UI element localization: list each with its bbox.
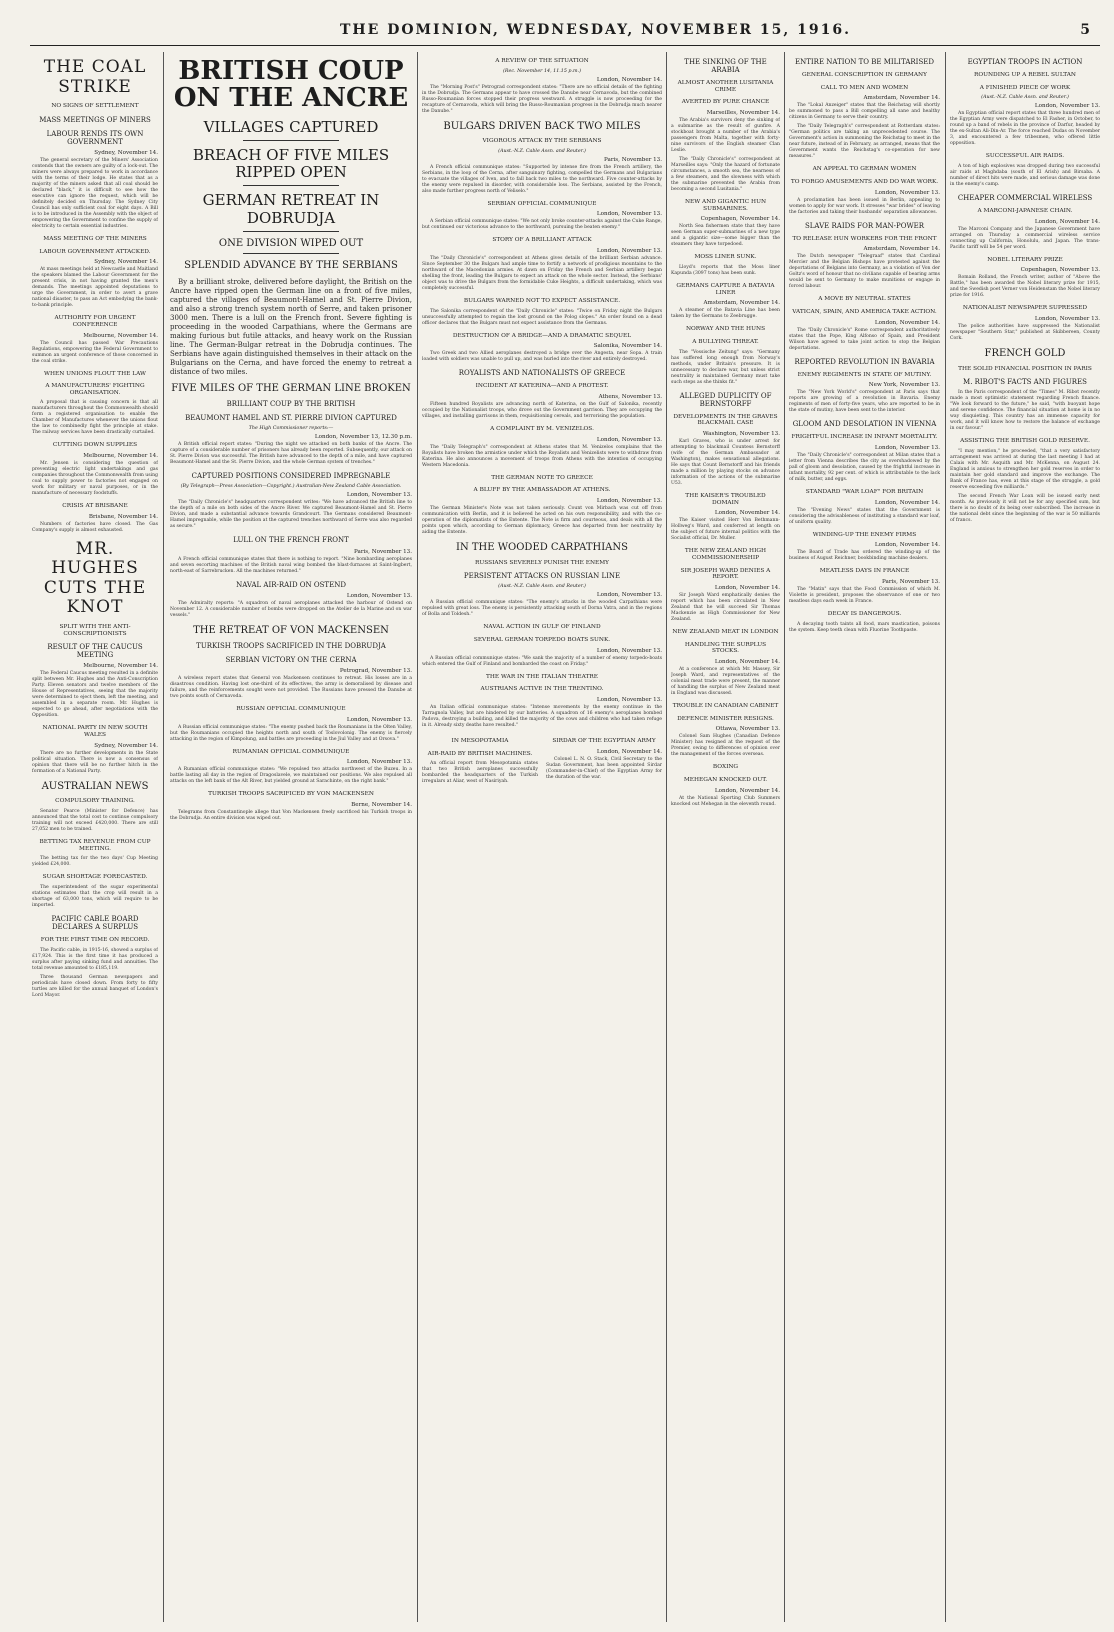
- article-text: An Italian official communique states: "Intense movements by the enemy continue in the Tarragnola Valley, but are hindered by our batteries. A squadron of 16 enemy's aeroplanes bombed Padova, destroying a building, and killed the majority of the cows and children who had taken refuge in it. Already sixty deaths have resulted.": [422, 704, 662, 728]
- article-text: The "New York World's" correspondent at Paris says that reports are growing of a revolution in Bavaria. Enemy regiments of men of forty-five years, who are reported to be in the state of mutiny, have been sent to the interior.: [789, 390, 940, 414]
- section-heading: THE KAISER'S TROUBLED DOMAIN: [685, 493, 766, 506]
- subheadline: DEVELOPMENTS IN THE GRAVES BLACKMAIL CASE: [673, 413, 778, 427]
- dateline: London, November 14.: [714, 510, 780, 517]
- headline: ONE DIVISION WIPED OUT: [218, 237, 364, 249]
- section-heading: FOR THE FIRST TIME ON RECORD.: [40, 936, 150, 943]
- article-text: A ton of high explosives was dropped during two successful air raids at Maghdaba (south of El Arish) and Birsaba. A number of direct hits were made, and serious damage was done in the enemy's camp.: [950, 164, 1100, 188]
- article-text: "I may mention," he proceeded, "that a very satisfactory arrangement was arrived at during the last meeting I had at Calais with Mr. Asquith and Mr. McKenna, on August 24. England is anxious to strengthen her gold reserves in order to maintain her gold standard and improve the exchange. The Bank of France has, even at this stage of the struggle, a gold reserve exceeding five milliards.": [950, 448, 1100, 490]
- subheadline: AUSTRIANS ACTIVE IN THE TRENTINO.: [480, 686, 604, 693]
- subheadline: A MARCONI-JAPANESE CHAIN.: [977, 208, 1073, 215]
- headline: GLOOM AND DESOLATION IN VIENNA: [792, 420, 937, 429]
- section-heading: A MOVE BY NEUTRAL STATES: [818, 296, 911, 303]
- section-heading: DESTRUCTION OF A BRIDGE—AND A DRAMATIC SEQUEL: [452, 332, 632, 339]
- dateline: London, November 14.: [714, 585, 780, 591]
- dateline: London, November 13.: [596, 696, 662, 703]
- article-text: A proclamation has been issued in Berlin, appealing to women to apply for war work. It stresses "war brides" of leaving the factories and taking their husbands' separation allowances.: [789, 197, 940, 215]
- column-british-coup: [170, 52, 412, 1622]
- subheadline: BRILLIANT COUP BY THE BRITISH: [226, 400, 356, 409]
- section-heading: NEW ZEALAND MEAT IN LONDON: [672, 629, 779, 635]
- column-coal-strike: [32, 52, 158, 1622]
- section-heading: IN MESOPOTAMIA: [451, 737, 509, 744]
- article-text: The general secretary of the Miners' Association contends that the owners are guilty of a lock-out. The miners were always prepared to work in accordance with the terms of their lodge. He states that as a majority of the miners asked that all coal should be declared "black," it is difficult to see how the executive can ignore the request, which will be definitely decided on Thursday. The Sydney City Council has only sufficient coal for eight days. A Bill is to be introduced in the Assembly with the object of empowering the Government to confine the supply of electricity to certain essential industries.: [32, 157, 158, 229]
- article-text: Fifteen hundred Royalists are advancing north of Katerina, on the Gulf of Salonika, recently occupied by the Nationalist troops, who drove out the Government garrison. They are occupying the villages, and installing garrisons in them, requisitioning cereals, and terrorising the population.: [422, 402, 662, 420]
- section-heading: NAVAL AIR-RAID ON OSTEND: [236, 580, 346, 589]
- section-heading: PACIFIC CABLE BOARD DECLARES A SURPLUS: [51, 914, 139, 931]
- subheadline: SPLIT WITH THE ANTI-CONSCRIPTIONISTS: [59, 623, 131, 637]
- section-heading: NATIONALIST NEWSPAPER SUPRESSED: [962, 305, 1088, 312]
- article-text: The Council has passed War Precautions Regulations, empowering the Federal Government to summon an urgent conference of those concerned in the coal strike.: [32, 340, 158, 364]
- article-text: The "Daily Telegraph's" correspondent at Rotterdam states: "German politics are taking an unprecedented course. The Government's action in summoning the Reichstag to meet in the near future, instead of in February, as arranged, means that the Government wants the Reichstag's co-operation for new measures.": [789, 124, 940, 160]
- subheadline: M. RIBOT'S FACTS AND FIGURES: [963, 378, 1087, 387]
- article-text: The Kaiser visited Herr Von Bethmann-Hollweg's Ward, and conferred at length on the subject of future internal politics with the Socialist official, Dr. Muller.: [671, 518, 780, 542]
- headline: BREACH OF FIVE MILES RIPPED OPEN: [192, 145, 390, 182]
- article-text: The Board of Trade has ordered the winding-up of the business of August Reichner, bookbinding machine dealers.: [789, 550, 940, 562]
- article-text: The Salonika correspondent of the "Daily Chronicle" states: "Twice on Friday night the Bulgars unsuccessfully attempted to regain the lost ground on the Polog slopes." An order found on a dead officer declares that the Bulgars must not expect assistance from the Germans.: [422, 308, 662, 326]
- article-text: A British official report states: "During the night we attacked on both banks of the Ancre. The capture of a considerable number of prisoners has already been reported. Subsequently, our attack on St. Pierre Divion was successful. The British have advanced to the depth of a mile, and have captured Beaumont-Hamel and the St. Pierre Divion, and the whole German system of trenches.": [170, 442, 412, 466]
- lead-paragraph: By a brilliant stroke, delivered before daylight, the British on the Ancre have ripped open the German line on a front of five miles, captured the villages of Beaumont-Hamel and St. Pierre Divion, and also a strong trench system north of Serre, and taken prisoner 3000 men. There is a lull on the French front. Severe fighting is proceeding in the wooded Carpathians, where the Germans are making furious but futile attacks, and heavy work on the Russian line. The German-Bulgar retreat in the Dobrudja continues. The Serbians have again distinguished themselves in their attack on the Bulgarians on the Cerna, and have forced the enemy to retreat a distance of two miles.: [170, 277, 412, 376]
- dateline: London, November 14.: [874, 319, 940, 326]
- subheadline: A BLUFF BY THE AMBASSADOR AT ATHENS.: [473, 487, 611, 494]
- article-text: A Russian official communique states: "We sank the majority of a number of enemy torpedo-boats which entered the Gulf of Finland and bombarded the coast on Friday.": [422, 655, 662, 667]
- article-text: At a conference at which Mr. Massey, Sir Joseph Ward, and representatives of the colonial meat trade were present, the manner of handling the surplus of New Zealand meat in England was discussed.: [671, 666, 780, 696]
- article-text: There are no further developments in the State political situation. There is now a consensus of opinion that there will be no further hitch in the formation of a National Party.: [32, 750, 158, 774]
- article-text: The Arabia's survivors deny the sinking of a submarine as the result of gunfire. A stockboat brought a number of the Arabia's passengers from Malta, together with forty-nine survivors of the English steamer Clan Leslie.: [671, 118, 780, 154]
- divider: [243, 140, 340, 141]
- column-rule: [784, 52, 785, 1622]
- article-text: A Rumanian official communique states: "We repulsed two attacks northwest of the Buzeu. In a battle lasting all day in the region of Dragoslavele, we maintained our positions. We also repulsed all attacks on the left bank of the Alt River, but yielded ground at Sarachinte, on the right bank.": [170, 767, 412, 785]
- dateline: Athens, November 13.: [598, 394, 662, 401]
- headline: ROYALISTS AND NATIONALISTS OF GREECE: [458, 369, 626, 378]
- section-heading: THE WAR IN THE ITALIAN THEATRE: [485, 673, 598, 680]
- subheadline: A FINISHED PIECE OF WORK: [979, 84, 1071, 91]
- section-heading: WHEN UNIONS FLOUT THE LAW: [43, 370, 147, 377]
- subheadline: HANDLING THE SURPLUS STOCKS.: [684, 641, 767, 655]
- dateline: London, November 13.: [874, 189, 940, 196]
- article-text: The "Matin" says that the Food Commission of which M. Violette is president, proposes the observance of one or two meatless days each week in France.: [789, 587, 940, 605]
- dateline: London, November 13.: [596, 498, 662, 505]
- masthead: [30, 22, 1100, 46]
- article-text: The Marconi Company and the Japanese Government have arranged on Thursday a commercial wireless service connecting up California, Honolulu, and Japan. The trans-Pacific tariff will be 54 per word.: [950, 226, 1100, 250]
- subheadline: BEAUMONT HAMEL AND ST. PIERRE DIVION CAPTURED: [185, 414, 397, 423]
- section-heading: BOXING: [712, 764, 739, 771]
- page-number: 5: [1080, 22, 1092, 38]
- article-text: The "Lokal Anzeiger" states that the Reichstag will shortly be summoned to pass a Bill compelling all sane and healthy citizens in Germany to serve their country.: [789, 103, 940, 121]
- article-text: A steamer of the Batavia Line has been taken by the Germans to Zeebrugge.: [671, 308, 780, 320]
- headline: FIVE MILES OF THE GERMAN LINE BROKEN: [171, 382, 411, 394]
- article-text: At mass meetings held at Newcastle and Maitland the speakers blamed the Labour Government for the present crisis, in not having granted the men's demands. The meetings appointed deputations to urge the Government, in order to avert a grave national disaster, to pass an Act embodying the bank-to-bank principle.: [32, 267, 158, 309]
- section-heading: CRISIS AT BRISBANE: [62, 503, 128, 510]
- headline: ALLEGED DUPLICITY OF BERNSTORFF: [679, 391, 772, 408]
- dateline: London, November 14.: [874, 542, 940, 549]
- section-heading: AUTHORITY FOR URGENT CONFERENCE: [54, 315, 136, 328]
- subheadline: TURKISH TROOPS SACRIFICED IN THE DOBRUDJA: [196, 642, 386, 651]
- section-heading: AN APPEAL TO GERMAN WOMEN: [812, 166, 917, 173]
- section-heading: LABOUR GOVERNMENT ATTACKED.: [39, 248, 151, 255]
- dateline: Paris, November 13.: [603, 156, 662, 163]
- article-text: The German Minister's Note was not taken seriously. Count von Mirbach was cut off from communication with Berlin, and it is believed he acted on his own responsibility, and with the co-operation of the diplomatists of the Entente. The Note is firm and courteous, and deals with all the points upon which, according to German diplomacy, Greece has departed from her neutrality by aiding the Entente.: [422, 506, 662, 536]
- article-text: The "Daily Telegraph's" correspondent at Athens states that M. Venizelos complains that the Royalists have broken the armistice under which the Royalists and Venizelists were to withdraw from Katerina. He also announces a movement of troops from Athens with the intention of occupying Western Macedonia.: [422, 444, 662, 468]
- article-text: A French official communique states that there is nothing to report. "Nine bombarding aeroplanes and seven escorting machines of the British naval wing bombed the blast-furnaces at Saint-Ingbert, north-east of Sarrebrucken. All the machines returned.": [170, 556, 412, 574]
- section-heading: MEATLESS DAYS IN FRANCE: [819, 568, 910, 575]
- subheadline: MEHEGAN KNOCKED OUT.: [683, 776, 768, 783]
- divider: [243, 231, 340, 232]
- two-column-section: [422, 732, 662, 788]
- subheadline: INCIDENT AT KATERINA—AND A PROTEST.: [475, 383, 609, 390]
- dateline: Washington, November 13.: [702, 431, 780, 438]
- subheadline: FRIGHTFUL INCREASE IN INFANT MORTALITY.: [791, 434, 938, 441]
- dateline: Melbourne, November 14.: [83, 332, 158, 339]
- dateline: Amsterdam, November 14.: [863, 95, 940, 102]
- article-text: A Russian official communique states: "The enemy's attacks in the wooded Carpathians were repulsed with great loss. The enemy is persistently attacking south of Dorna Vatra, and in the regions of Bolla and Toldesh.": [422, 600, 662, 618]
- dateline: London, November 13.: [596, 592, 662, 599]
- headline: SLAVE RAIDS FOR MAN-POWER: [804, 221, 925, 230]
- headline: IN THE WOODED CARPATHIANS: [456, 542, 628, 554]
- dateline: London, November 14.: [874, 499, 940, 506]
- article-text: Colonel L. N. O. Stack, Civil Secretary to the Sudan Government, has been appointed Sirdar (Commander-in-Chief) of the Egyptian Army for the duration of the war.: [546, 756, 662, 780]
- section-heading: WINDING-UP THE ENEMY FIRMS: [812, 531, 917, 538]
- article-text: The Pacific cable, in 1915-16, showed a surplus of £17,924. This is the first time it has produced a surplus after paying sinking fund and annuities. The total revenue amounted to £185,119.: [32, 947, 158, 971]
- section-heading: RUSSIAN OFFICIAL COMMUNIQUE: [236, 706, 346, 713]
- headline: THE RETREAT OF VON MACKENSEN: [193, 624, 389, 636]
- article-text: The superintendent of the sugar experimental stations estimates that the crop will result in a shortage of 63,000 tons, which will require to be imported.: [32, 884, 158, 908]
- section-heading: BULGARS WARNED NOT TO EXPECT ASSISTANCE.: [463, 298, 621, 305]
- subheadline: LABOUR RENDS ITS OWN GOVERNMENT: [46, 129, 144, 146]
- dateline: London, November 13, 12.30 p.m.: [314, 434, 412, 441]
- section-heading: NATIONAL PARTY IN NEW SOUTH WALES: [42, 725, 148, 739]
- source-line: (Rec. November 14, 11.15 p.m.): [503, 68, 581, 74]
- subheadline: GENERAL CONSCRIPTION IN GERMANY: [802, 72, 927, 79]
- section-heading: CAPTURED POSITIONS CONSIDERED IMPREGNABLE: [191, 472, 391, 481]
- article-text: A Russian official communique states: "The enemy pushed back the Roumanians in the Olten Valley, but the Roumanians occupied the heights north and south of Toslovolonig. The enemy is fiercely attacking in the region of Kimpolung, and battles are proceeding in the Jiul Valley and at Orsova.": [170, 724, 412, 742]
- headline: FRENCH GOLD: [984, 348, 1066, 360]
- headline: CHEAPER COMMERCIAL WIRELESS: [957, 194, 1093, 203]
- dateline: London, November 13.: [346, 759, 412, 766]
- dateline: Sydney, November 14.: [94, 259, 158, 266]
- dateline: Paris, November 13.: [353, 548, 412, 555]
- subheadline: NO SIGNS OF SETTLEMENT: [51, 103, 139, 110]
- section-heading: NORWAY AND THE HUNS: [685, 326, 766, 333]
- article-text: Romain Rolland, the French writer, author of "Above the Battle," has been awarded the Nobel literary prize for 1915, and the Swedish poet Verner von Heidenstam the Nobel literary prize for 1916.: [950, 275, 1100, 299]
- dateline: Paris, November 13.: [881, 579, 940, 586]
- article-text: The "Evening News" states that the Government is considering the advisableness of instituting a standard war loaf, of uniform quality.: [789, 507, 940, 525]
- section-heading: A REVIEW OF THE SITUATION: [495, 58, 589, 64]
- article-text: The Admiralty reports: "A squadron of naval aeroplanes attacked the harbour of Ostend on November 12. A considerable number of bombs were dropped on the Atelier de la Marine and on war vessels.": [170, 600, 412, 618]
- subheadline: TO RELEASE HUN WORKERS FOR THE FRONT: [792, 235, 937, 242]
- headline: BULGARS DRIVEN BACK TWO MILES: [443, 120, 641, 132]
- section-heading: NAVAL ACTION IN GULF OF FINLAND: [483, 624, 601, 631]
- article-text: The Dutch newspaper "Telegraaf" states that Cardinal Mercier and the Belgian Bishops have protested against the deportations of Belgians into Germany, as a violation of Von der Goltz's word of honour that no civilians capable of bearing arms would be sent to Germany to make munitions or engage in forced labour.: [789, 254, 940, 290]
- dateline: Marseilles, November 14.: [706, 110, 780, 117]
- column-rule: [417, 52, 418, 1622]
- section-heading: THE GERMAN NOTE TO GREECE: [491, 474, 593, 481]
- headline: ENTIRE NATION TO BE MILITARISED: [795, 58, 934, 66]
- dateline: Melbourne, November 14.: [83, 663, 158, 670]
- subheadline: ALMOST ANOTHER LUSITANIA CRIME: [677, 80, 774, 93]
- article-text: The "Vossische Zeitung" says: "Germany has suffered long enough from Norway's methods, under Britain's pressure. It is unnecessary to declare war, but unless strict neutrality is maintained Germany must take such steps as she thinks fit.": [671, 349, 780, 385]
- dateline: Amsterdam, November 14.: [863, 246, 940, 253]
- dateline: London, November 13.: [346, 492, 412, 499]
- dateline: London, November 14.: [1034, 218, 1100, 225]
- section-heading: ASSISTING THE BRITISH GOLD RESERVE.: [960, 438, 1090, 445]
- article-text: Telegrams from Constantinople allege that Von Mackensen freely sacrificed his Turkish troops in the Dobrudja. An entire division was wiped out.: [170, 810, 412, 822]
- headline: GERMAN RETREAT IN DOBRUDJA: [202, 191, 380, 227]
- dateline: Brisbane, November 14.: [88, 513, 158, 520]
- subheadline: ENEMY REGIMENTS IN STATE OF MUTINY.: [797, 371, 932, 378]
- section-heading: TROUBLE IN CANADIAN CABINET: [672, 702, 779, 709]
- column-egyptian-troops: [950, 52, 1100, 1622]
- subheadline: VIGOROUS ATTACK BY THE SERBIANS: [482, 138, 602, 145]
- dateline: London, November 13.: [1034, 316, 1100, 323]
- dateline: London, November 13.: [596, 211, 662, 218]
- section-heading: A MANUFACTURERS' FIGHTING ORGANISATION.: [45, 383, 145, 396]
- column-rule: [163, 52, 164, 1622]
- article-text: The "Daily Chronicle's" correspondent at Milan states that a letter from Vienna describes the city as overshadowed by the pall of gloom and desolation, caused by the frightful increase in infant mortality, 92 per cent. of which is attributable to the lack of milk, butter, and eggs.: [789, 453, 940, 483]
- divider: [243, 185, 340, 186]
- subheadline: RESULT OF THE CAUCUS MEETING: [47, 643, 143, 660]
- article-text: In the Paris correspondent of the "Times" M. Ribot recently made a most optimistic statement regarding French finance. "We look forward to the future," he said, "with buoyant hope and serene confidence. The financial situation at home is in no way disquieting. This country has an immense capacity for work, and it will know how to restore the balance of exchange in our favour.": [950, 390, 1100, 432]
- dateline: London, November 13.: [874, 445, 940, 452]
- article-text: The "Daily Chronicle's" correspondent at Athens gives details of the brilliant Serbian advance. Since September 30 the Bulgars had ample time to fortify a network of prodigious mountains to the northward of the Macedonian armies. At dawn on Friday the French and Serbian artillery began shelling the front, leading the Bulgars to expect an attack on the whole sector. Instead, the Serbians' object was to drive the Bulgars from the formidable Cuke Heights, a difficult undertaking, which was completely successful.: [422, 256, 662, 292]
- source-line: (Aust.-N.Z. Cable Assn. and Reuter.): [498, 148, 586, 154]
- headline: VILLAGES CAPTURED: [203, 117, 379, 136]
- dateline: London, November 13.: [346, 716, 412, 723]
- article-text: At the National Sporting Club Summers knocked out Mehegan in the eleventh round.: [671, 795, 780, 807]
- article-text: The "Morning Post's" Petrograd correspondent states: "There are no official details of the fighting in the Dobrudja. The Germans appear to have crossed the Danube near Cernavoda, but the combined Russo-Roumanian forces stopped their progress westward. A struggle is now proceeding for the recapture of Cernavoda, which will bring the Russo-Roumanian progress in the Dobrudja much nearer the Danube.": [422, 84, 662, 114]
- section-heading: SIRDAR OF THE EGYPTIAN ARMY: [552, 737, 656, 744]
- column-rule: [666, 52, 667, 1622]
- article-text: The second French War Loan will be issued early next month. As previously it will not be for any specified sum, but there is no doubt of its being over subscribed. The increase in the national debt since the beginning of the war is 50 milliards of francs.: [950, 493, 1100, 523]
- section-heading: COMPULSORY TRAINING.: [55, 798, 135, 805]
- dateline: London, November 14.: [714, 787, 780, 794]
- article-text: Three thousand German newspapers and periodicals have closed down. From forty to fifty turtles are killed for the annual banquet of London's Lord Mayor.: [32, 974, 158, 998]
- source-line: (Aust.-N.Z. Cable Assn. and Reuter.): [981, 95, 1069, 101]
- headline: MR. HUGHES CUTS THE KNOT: [43, 538, 147, 618]
- section-heading: NOBEL LITERARY PRIZE: [987, 256, 1063, 263]
- subheadline: AIR-RAID BY BRITISH MACHINES.: [427, 750, 533, 757]
- article-text: North Sea fishermen state that they have seen German super-submarines of a new type and a gigantic size—some bigger than the steamers they have torpedoed.: [671, 224, 780, 248]
- section-heading: STANDARD "WAR LOAF" FOR BRITAIN: [805, 489, 924, 496]
- dateline: Copenhagen, November 14.: [700, 216, 780, 223]
- article-text: Numbers of factories have closed. The Gas Company's supply is almost exhausted.: [32, 521, 158, 533]
- section-heading: BETTING TAX REVENUE FROM CUP MEETING.: [39, 838, 151, 852]
- headline: REPORTED REVOLUTION IN BAVARIA: [794, 357, 935, 366]
- article-text: Karl Graves, who is under arrest for attempting to blackmail Countess Bernstorff (wife of the German Ambassador at Washington), makes sensational allegations. He says that Count Bernstorff and his friends made a million by playing stocks on advance information of the actions of the submarine U53.: [671, 439, 780, 487]
- subheadline: PERSISTENT ATTACKS ON RUSSIAN LINE: [463, 572, 621, 581]
- dateline: New York, November 13.: [868, 382, 940, 389]
- headline: THE COAL STRIKE: [43, 57, 147, 97]
- subheadline: RUSSIANS SEVERELY PUNISH THE ENEMY: [474, 559, 610, 566]
- dateline: Sydney, November 14.: [94, 742, 158, 749]
- subheadline: A BULLYING THREAT.: [692, 339, 759, 345]
- main-headline: BRITISH COUP ON THE ANCRE: [173, 56, 409, 114]
- article-text: The police authorities have suppressed the Nationalist newspaper "Southern Star," published at Skibbereen, County Cork.: [950, 324, 1100, 342]
- dateline: Ottawa, November 13.: [715, 726, 780, 733]
- section-heading: DECAY IS DANGEROUS.: [827, 611, 902, 618]
- subheadline: DEFENCE MINISTER RESIGNS.: [677, 715, 774, 722]
- subheadline: AVERTED BY PURE CHANCE: [681, 99, 770, 106]
- article-text: A Serbian official communique states: "We not only broke counter-attacks against the Cuke Range, but continued our victorious advance to the northward, pursuing the beaten enemy.": [422, 219, 662, 231]
- section-heading: CUTTING DOWN SUPPLIES: [52, 442, 138, 449]
- article-text: Mr. Jensen is considering the question of preventing electric light undertakings and gas companies throughout the Commonwealth from using coal to supply power to factories not engaged on work for military or naval purposes, or in the manufacture of necessary foodstuffs.: [32, 461, 158, 497]
- subheadline: TO FORGO AMUSEMENTS AND DO WAR WORK.: [790, 179, 939, 186]
- article-text: Sir Joseph Ward emphatically denies the report which has been circulated in New Zealand that he will succeed Sir Thomas Mackenzie as High Commissioner for New Zealand.: [671, 593, 780, 622]
- section-heading: THE NEW ZEALAND HIGH COMMISSIONERSHIP: [684, 548, 767, 562]
- section-heading: MASS MEETING OF THE MINERS: [43, 235, 147, 242]
- headline: EGYPTIAN TROOPS IN ACTION: [967, 58, 1083, 66]
- article-text: The "Daily Chronicle's" correspondent at Marseilles says: "Only the hazard of fortunate circumstances, a smooth sea, the nearness of a few steamers, and the slowness with which the submarine prevented the Arabia from becoming a second Lusitania.": [671, 157, 780, 193]
- column-war-situation: [422, 52, 662, 1622]
- dateline: Amsterdam, November 14.: [703, 300, 780, 307]
- article-text: A proposal that is causing concern is that all manufacturers throughout the Commonwealth should form a registered organisation to enable the Chamber of Manufactures whenever the unions flout the law to combinedly fight the principle at stake. The railway services have been drastically curtailed.: [32, 400, 158, 436]
- dateline: Copenhagen, November 13.: [1020, 267, 1100, 274]
- dateline: London, November 13.: [346, 592, 412, 599]
- masthead-title: THE DOMINION, WEDNESDAY, NOVEMBER 15, 1916.: [340, 22, 851, 38]
- article-text: Two Greek and two Allied aeroplanes destroyed a bridge over the Angesta, near Sopa. A train loaded with soldiers was unable to pull up, and was hurled into the river and entirely destroyed.: [422, 351, 662, 363]
- subheadline: ROUNDING UP A REBEL SULTAN: [973, 72, 1077, 79]
- source-line: The High Commissioner reports:—: [248, 426, 334, 432]
- mesopotamia-article: [422, 732, 538, 788]
- article-text: A wireless report states that General von Mackensen continues to retreat. His losses are in a disastrous condition. Having lost one-third of its effectives, the army is demoralised by disease and failure, and the reinforcements sought were not provided. The Russians have pressed the Danube at two points south of Cernavoda.: [170, 676, 412, 700]
- article-text: Colonel Sam Hughes (Canadian Defence Minister) has resigned at the request of the Premier, owing to differences of opinion over the management of the forces overseas.: [671, 734, 780, 758]
- advertisement-text: A decaying tooth taints all food, mars mastication, poisons the system. Keep teeth clean with Fluorine Toothpaste.: [789, 621, 940, 633]
- dateline: Sydney, November 14.: [94, 149, 158, 156]
- source-line: (By Telegraph—Press Association—Copyright.) Australian-New Zealand Cable Association.: [180, 484, 402, 490]
- section-heading: STORY OF A BRILLIANT ATTACK: [492, 237, 592, 244]
- article-text: An official report from Mesopotamia states that two British aeroplanes successfully bombarded the headquarters of the Turkish irregulars at Aliar, west of Nasiriyah.: [422, 761, 538, 785]
- article-text: The betting tax for the two days' Cup Meeting yielded £24,000.: [32, 856, 158, 868]
- article-text: The "Daily Chronicle's" headquarters correspondent writes: "We have advanced the British line to the depth of a mile on both sides of the Ancre River. We captured Beaumont-Hamel and St. Pierre Divion, and made a substantial advance towards Grandcourt. The Germans considered Beaumont-Hamel impregnable, while the position at the captured trenches northward of Serre was also regarded as secure.": [170, 500, 412, 530]
- dateline: Petrograd, November 13.: [339, 668, 412, 675]
- sirdar-article: [546, 732, 662, 788]
- section-heading: SUGAR SHORTAGE FORECASTED.: [42, 874, 148, 881]
- subheadline: SEVERAL GERMAN TORPEDO BOATS SUNK.: [473, 636, 611, 643]
- article-text: A French official communique states: "Supported by intense fire from the French artillery, the Serbians, in the loop of the Cerna, after sanguinary fighting, compelled the Germans and Bulgarians to evacuate the villages of Iven, and to fall back two miles to the northward. Five counter-attacks by the enemy were repulsed in disorder, with considerable loss. The Serbians, assisted by the French, also made further progress north of Veliselo.": [422, 164, 662, 194]
- section-heading: SUCCESSFUL AIR RAIDS.: [985, 153, 1065, 160]
- article-text: Lloyd's reports that the Moss liner Kapunda (3097 tons) has been sunk.: [671, 265, 780, 277]
- subheadline: THE SOLID FINANCIAL POSITION IN PARIS: [958, 365, 1092, 372]
- column-rule: [945, 52, 946, 1622]
- article-text: An Egyptian official report states that three hundred men of the Egyptian Army were dispatched to El Fasher, in October, to round up a band of rebels in the province of Darfur, headed by the ex-Sultan Ali-Din-Ar. The force reached Dudas on November 3, and encountered a few tribesmen, who offered little opposition.: [950, 111, 1100, 147]
- subheadline: SERBIAN VICTORY ON THE CERNA: [225, 656, 357, 665]
- dateline: Salonika, November 14.: [593, 343, 662, 350]
- dateline: Melbourne, November 14.: [83, 453, 158, 460]
- dateline: London, November 13.: [596, 248, 662, 255]
- dateline: London, November 14.: [714, 658, 780, 665]
- section-heading: LULL ON THE FRENCH FRONT: [233, 536, 349, 545]
- dateline: London, November 14.: [596, 76, 662, 83]
- column-militarised: [789, 52, 940, 1622]
- dateline: Berne, November 14.: [351, 802, 412, 809]
- section-heading: TURKISH TROOPS SACRIFICED BY VON MACKENSEN: [208, 791, 374, 798]
- article-text: Senator Pearce (Minister for Defence) has announced that the total cost to continue compulsory training will not exceed £420,000. There are still 27,052 men to be trained.: [32, 808, 158, 832]
- subheadline: VATICAN, SPAIN, AND AMERICA TAKE ACTION.: [792, 309, 937, 316]
- dateline: London, November 13.: [596, 436, 662, 443]
- section-heading: RUMANIAN OFFICIAL COMMUNIQUE: [232, 748, 350, 755]
- dateline: London, November 13.: [596, 647, 662, 654]
- article-text: The "Daily Chronicle's" Rome correspondent authoritatively states that the Pope, King Alfonso of Spain, and President Wilson have agreed to take joint action to stop the Belgian deportations.: [789, 327, 940, 351]
- section-heading: NEW AND GIGANTIC HUN SUBMARINES.: [684, 199, 767, 212]
- headline: SPLENDID ADVANCE BY THE SERBIANS: [184, 260, 398, 272]
- subheadline: CALL TO MEN AND WOMEN: [820, 84, 909, 91]
- divider: [243, 253, 340, 254]
- section-heading: A COMPLAINT BY M. VENIZELOS.: [490, 426, 594, 433]
- dateline: London, November 14.: [596, 748, 662, 755]
- headline: AUSTRALIAN NEWS: [41, 780, 149, 792]
- subheadline: MASS MEETINGS OF MINERS: [39, 115, 151, 124]
- section-heading: GERMANS CAPTURE A BATAVIA LINER: [676, 283, 775, 296]
- article-text: The Federal Caucus meeting resulted in a definite split between Mr. Hughes and the Anti-Conscription Party. Eleven senators and twelve members of the House of Representatives, seeing that the majority were determined to eject them, left the meeting, and assembled in a separate room. Mr. Hughes is expected to go ahead, after negotiations with the Opposition.: [32, 671, 158, 719]
- subheadline: SIR JOSEPH WARD DENIES A REPORT.: [680, 567, 771, 581]
- source-line: (Aust.-N.Z. Cable Assn. and Reuter.): [498, 584, 586, 590]
- headline: THE SINKING OF THE ARABIA: [684, 58, 767, 75]
- section-heading: MOSS LINER SUNK.: [694, 254, 757, 261]
- dateline: London, November 13.: [1034, 103, 1100, 110]
- column-arabia: [671, 52, 780, 1622]
- section-heading: SERBIAN OFFICIAL COMMUNIQUE: [487, 200, 597, 207]
